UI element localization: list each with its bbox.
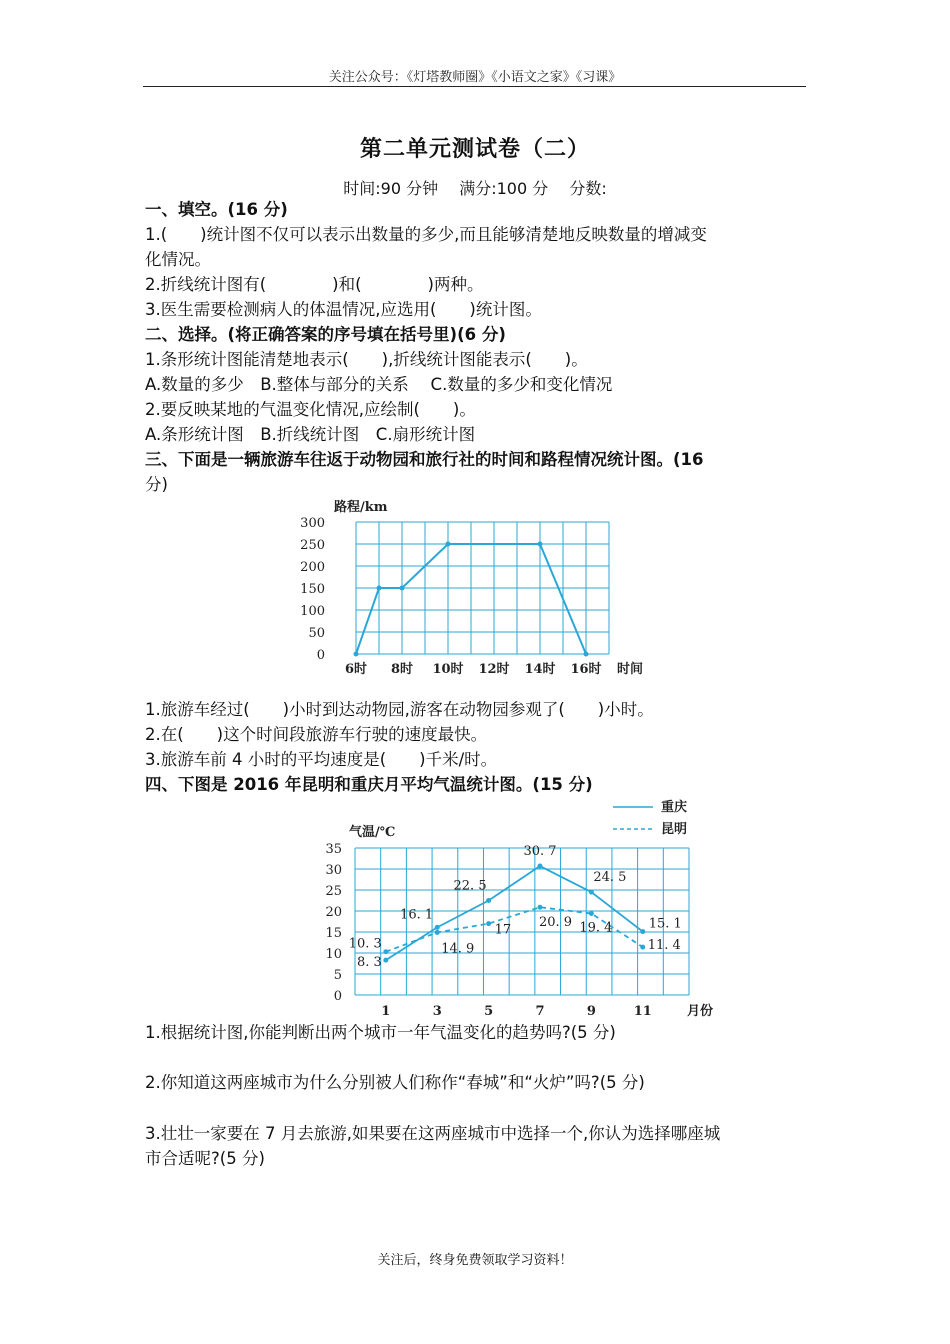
x-tick-label: 3 [432, 1004, 442, 1019]
x-tick-label: 14时 [524, 662, 556, 677]
chongqing-data-point [589, 890, 594, 895]
y-tick-label: 15 [325, 926, 342, 941]
exam-score: 分数: [569, 179, 607, 198]
temperature-chart [325, 790, 725, 1020]
footer-note: 关注后，终身免费领取学习资料！ [377, 1253, 573, 1268]
kunming-data-point [486, 921, 491, 926]
y-tick-label: 50 [308, 626, 325, 641]
header-divider [143, 86, 806, 87]
kunming-data-point [589, 911, 594, 916]
y-tick-label: 25 [325, 884, 342, 899]
x-axis-title: 时间 [617, 662, 644, 677]
legend-label-chongqing: 重庆 [661, 800, 688, 815]
s4-question-1: 1.根据统计图,你能判断出两个城市一年气温变化的趋势吗?(5 分) [145, 1023, 616, 1042]
exam-meta [0, 176, 950, 199]
s2-question-1-options: A.数量的多少 B.整体与部分的关系 C.数量的多少和变化情况 [145, 375, 613, 394]
chongqing-data-point [486, 898, 491, 903]
distance-data-point [400, 586, 405, 591]
s1-question-1-line-1: 1.( )统计图不仅可以表示出数量的多少,而且能够清楚地反映数量的增减变 [145, 225, 707, 244]
section-3-heading-line-2: 分) [145, 475, 168, 494]
distance-data-point [446, 542, 451, 547]
y-tick-label: 300 [300, 516, 325, 531]
page-title: 第二单元测试卷（二） [359, 136, 590, 162]
s3-question-1: 1.旅游车经过( )小时到达动物园,游客在动物园参观了( )小时。 [145, 700, 654, 719]
chongqing-data-point [640, 929, 645, 934]
section-3-heading-line-1: 三、下面是一辆旅游车往返于动物园和旅行社的时间和路程情况统计图。(16 [145, 450, 704, 469]
chongqing-data-label: 15. 1 [648, 916, 682, 932]
chongqing-data-label: 16. 1 [400, 907, 434, 923]
exam-full-score: 满分:100 分 [459, 179, 549, 198]
x-tick-label: 1 [381, 1004, 391, 1019]
s3-question-2: 2.在( )这个时间段旅游车行驶的速度最快。 [145, 725, 488, 744]
section-4-heading: 四、下图是 2016 年昆明和重庆月平均气温统计图。(15 分) [145, 775, 593, 794]
kunming-data-label: 20. 9 [538, 915, 573, 931]
kunming-data-point [640, 945, 645, 950]
chongqing-data-point [537, 864, 542, 869]
x-tick-label: 8时 [390, 662, 414, 677]
s1-question-3: 3.医生需要检测病人的体温情况,应选用( )统计图。 [145, 300, 542, 319]
y-tick-label: 150 [300, 582, 325, 597]
y-tick-label: 35 [325, 842, 342, 857]
y-tick-label: 250 [300, 538, 325, 553]
distance-data-point [538, 542, 543, 547]
x-tick-label: 11 [633, 1004, 652, 1019]
kunming-data-label: 19. 4 [579, 920, 613, 936]
exam-time: 时间:90 分钟 [343, 179, 439, 198]
s1-question-1-line-2: 化情况。 [145, 250, 211, 269]
y-tick-label: 0 [333, 989, 342, 1004]
y-tick-label: 20 [325, 905, 342, 920]
x-tick-label: 6时 [344, 662, 368, 677]
kunming-data-point [383, 949, 388, 954]
kunming-data-label: 17 [494, 922, 512, 938]
distance-data-point [354, 652, 359, 657]
s4-question-3-line-1: 3.壮壮一家要在 7 月去旅游,如果要在这两座城市中选择一个,你认为选择哪座城 [145, 1124, 721, 1143]
kunming-data-label: 11. 4 [647, 938, 681, 954]
s2-question-2-options: A.条形统计图 B.折线统计图 C.扇形统计图 [145, 425, 476, 444]
y-tick-label: 30 [325, 863, 342, 878]
x-tick-label: 9 [586, 1004, 596, 1019]
x-tick-label: 10时 [432, 662, 464, 677]
y-axis-title: 气温/℃ [349, 825, 396, 840]
s4-question-2: 2.你知道这两座城市为什么分别被人们称作“春城”和“火炉”吗?(5 分) [145, 1073, 645, 1092]
y-tick-label: 200 [300, 560, 325, 575]
section-2-heading: 二、选择。(将正确答案的序号填在括号里)(6 分) [145, 325, 506, 344]
distance-time-chart [290, 492, 670, 682]
chongqing-data-label: 22. 5 [453, 878, 487, 894]
kunming-data-label: 14. 9 [441, 941, 475, 957]
y-tick-label: 0 [316, 648, 325, 663]
legend-label-kunming: 昆明 [661, 822, 688, 837]
distance-data-point [377, 586, 382, 591]
chongqing-data-label: 30. 7 [523, 844, 557, 860]
x-tick-label: 16时 [570, 662, 602, 677]
y-tick-label: 100 [300, 604, 325, 619]
x-tick-label: 12时 [478, 662, 510, 677]
s1-question-2: 2.折线统计图有( )和( )两种。 [145, 275, 484, 294]
y-tick-label: 10 [325, 947, 342, 962]
s4-question-3-line-2: 市合适呢?(5 分) [145, 1149, 265, 1168]
kunming-data-label: 10. 3 [348, 936, 382, 952]
y-axis-title: 路程/km [334, 500, 388, 515]
chongqing-data-point [435, 925, 440, 930]
header-note: 关注公众号：《灯塔教师圈》《小语文之家》《习课》 [328, 70, 622, 85]
distance-data-point [584, 652, 589, 657]
y-tick-label: 5 [333, 968, 342, 983]
section-1-heading: 一、填空。(16 分) [145, 200, 288, 219]
kunming-data-point [537, 905, 542, 910]
chongqing-data-point [383, 958, 388, 963]
s3-question-3: 3.旅游车前 4 小时的平均速度是( )千米/时。 [145, 750, 498, 769]
chongqing-data-label: 24. 5 [593, 870, 627, 886]
x-tick-label: 7 [535, 1004, 545, 1019]
s2-question-2: 2.要反映某地的气温变化情况,应绘制( )。 [145, 400, 476, 419]
x-axis-title: 月份 [687, 1004, 714, 1019]
chongqing-data-label: 8. 3 [357, 955, 382, 971]
kunming-data-point [435, 930, 440, 935]
x-tick-label: 5 [484, 1004, 494, 1019]
s2-question-1: 1.条形统计图能清楚地表示( ),折线统计图能表示( )。 [145, 350, 588, 369]
